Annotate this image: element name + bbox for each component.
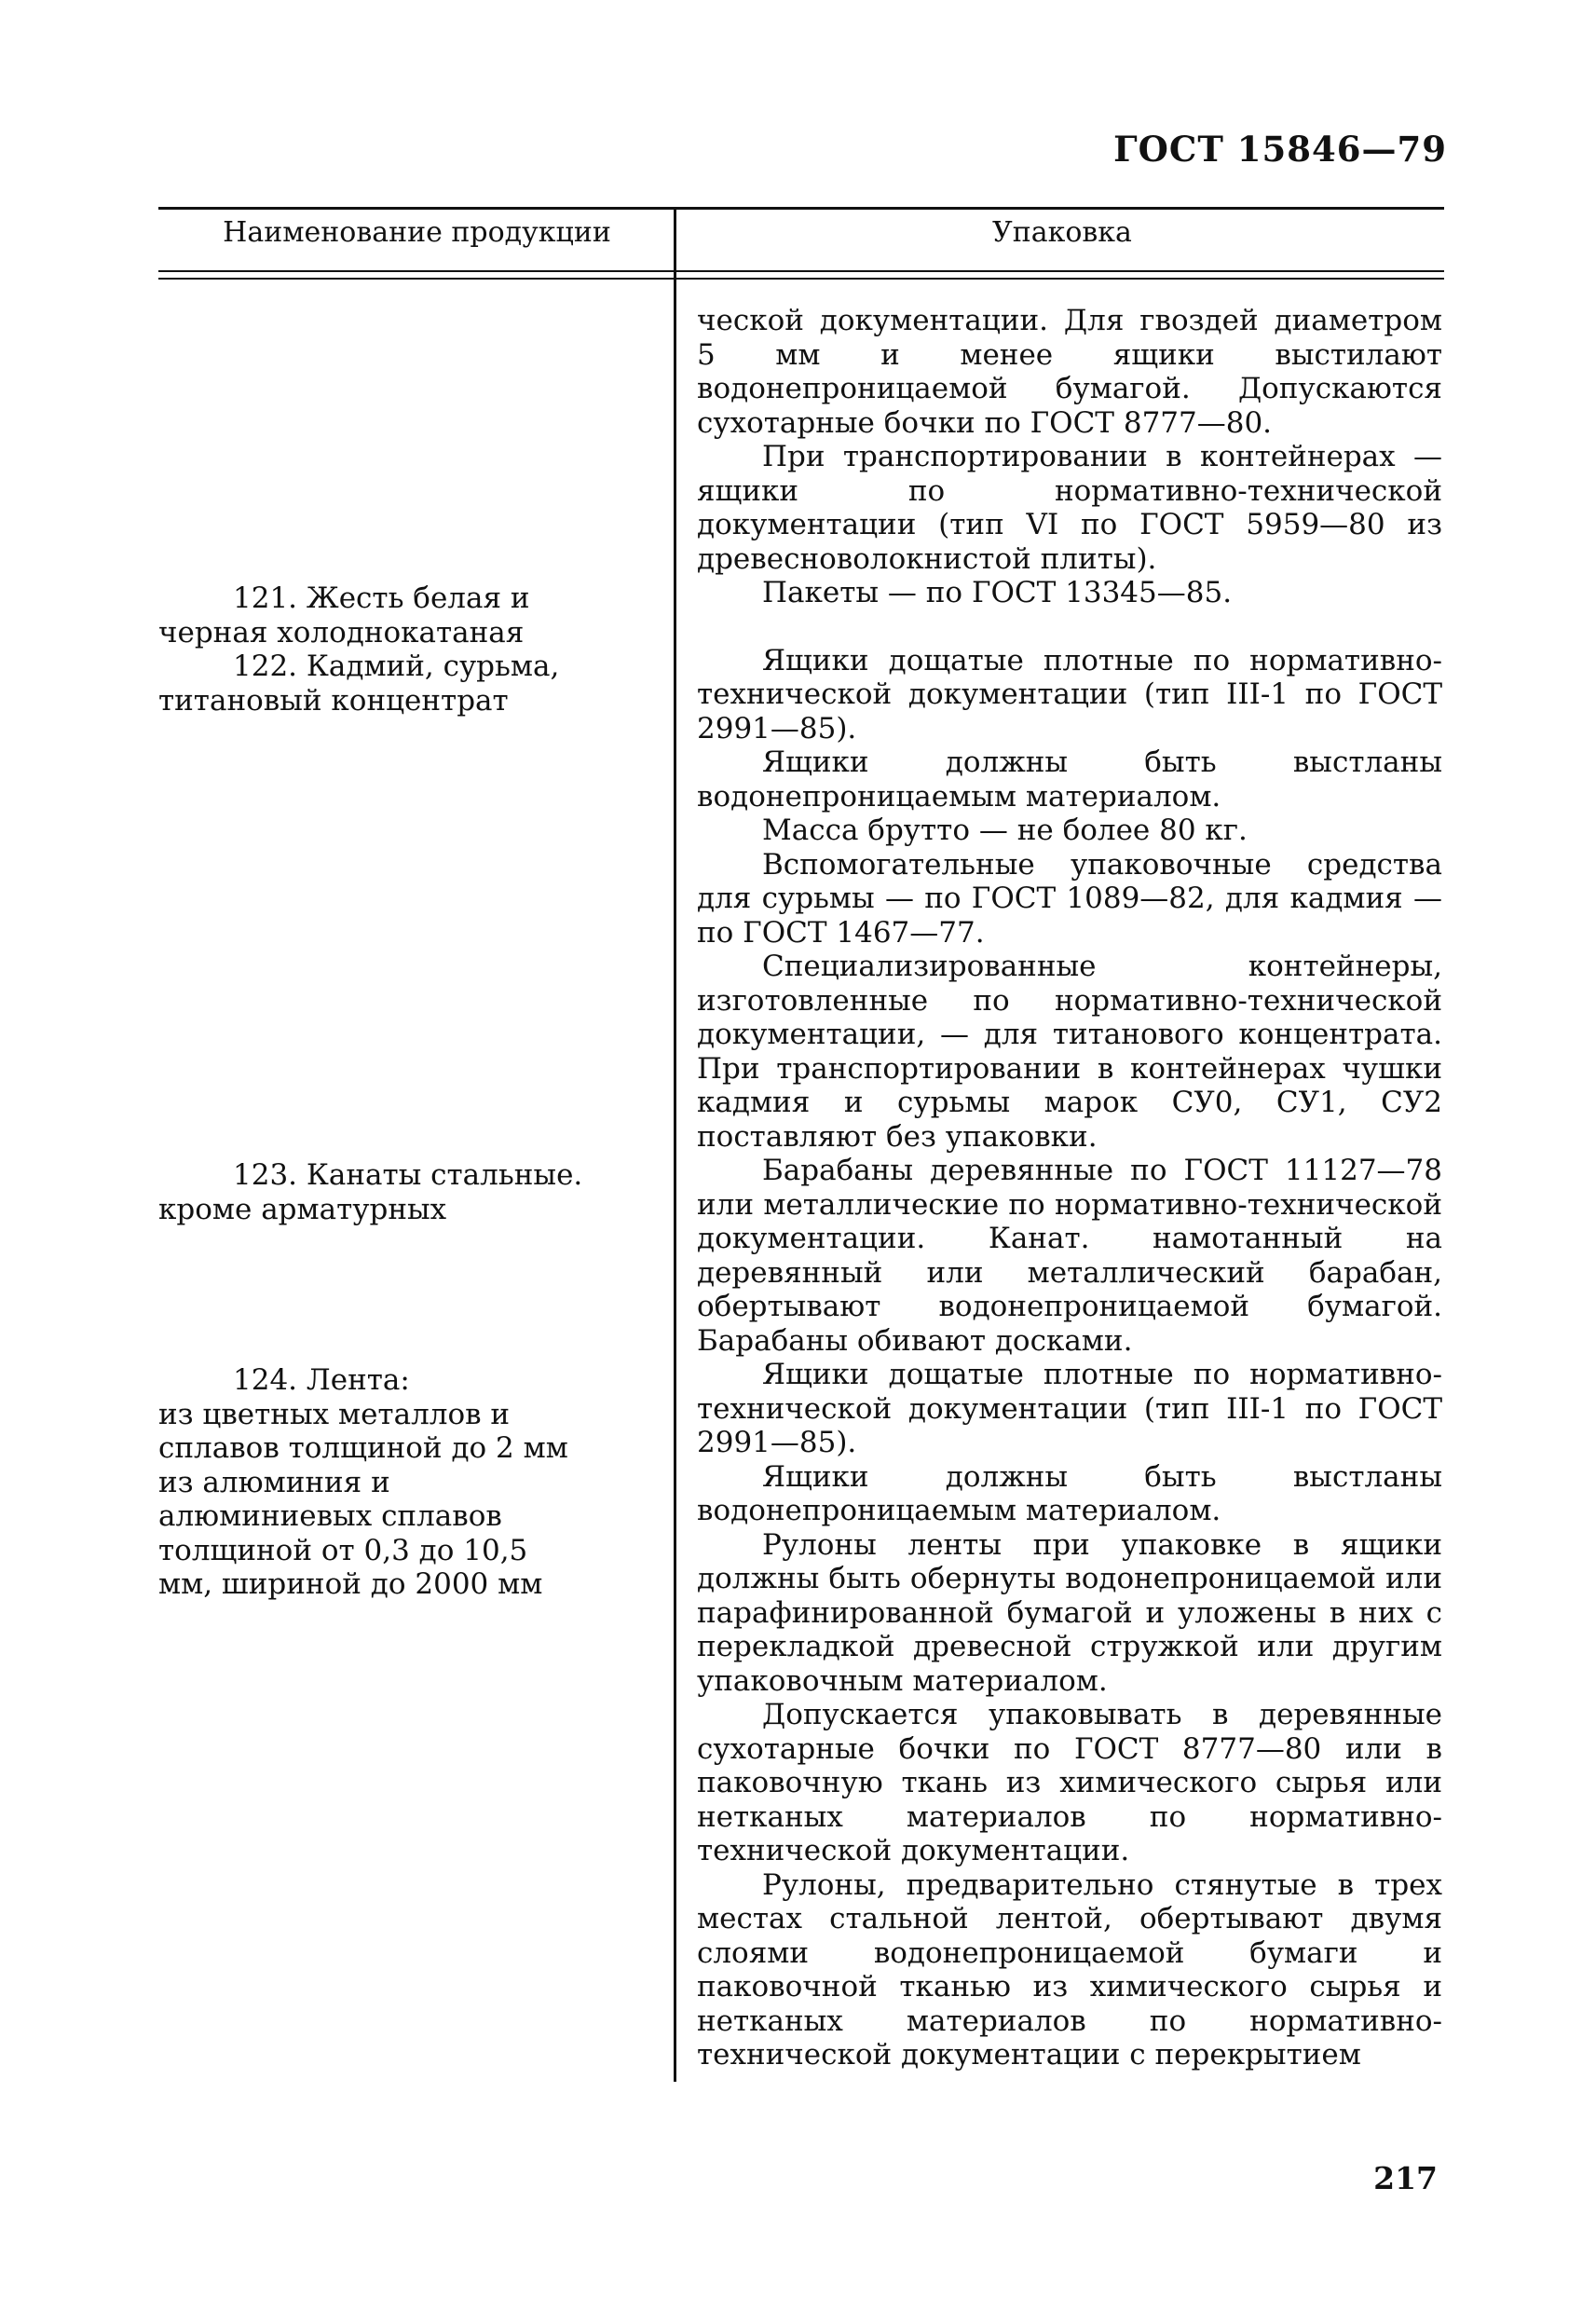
column-divider bbox=[674, 209, 676, 2082]
header-double-rule-upper bbox=[158, 270, 1444, 272]
packaging-paragraph: При транспортировании в контейнерах — ящики по нормативно-технической документации (тип VI по ГОСТ 5959—80 из древесноволокнистой плиты). bbox=[697, 440, 1442, 576]
table-top-rule bbox=[158, 207, 1444, 210]
product-entry-123 bbox=[158, 1158, 666, 1226]
product-entry-124 bbox=[158, 1363, 568, 1602]
product-entry-title: 121. Жесть белая и bbox=[233, 581, 530, 615]
packaging-paragraph: Барабаны деревянные по ГОСТ 11127—78 или металлические по нормативно-технической документации. Канат. намотанный на деревянный или металлический барабан, обертывают водонепроницаемой бумагой. Барабаны обивают досками. bbox=[697, 1154, 1442, 1358]
column-header-packaging: Упаковка bbox=[992, 216, 1132, 249]
packaging-paragraph: Допускается упаковывать в деревянные сухотарные бочки по ГОСТ 8777—80 или в паковочную ткань из химического сырья или нетканых материалов по нормативно-технической документации. bbox=[697, 1698, 1442, 1867]
packaging-paragraph: Вспомогательные упаковочные средства для сурьмы — по ГОСТ 1089—82, для кадмия — по ГОСТ 1467—77. bbox=[697, 847, 1442, 950]
header-double-rule-lower bbox=[158, 278, 1444, 280]
product-entry-121 bbox=[158, 581, 666, 650]
product-entry-title: 123. Канаты стальные. bbox=[233, 1158, 583, 1192]
product-entry-continuation: титановый концентрат bbox=[158, 683, 509, 718]
packaging-paragraph: Рулоны, предварительно стянутые в трех местах стальной лентой, обертывают двумя слоями водонепроницаемой бумаги и паковочной тканью из химического сырья и нетканых материалов по нормативно-технической документации с перекрытием bbox=[697, 1867, 1442, 2072]
packaging-paragraph: Масса брутто — не более 80 кг. bbox=[762, 814, 1248, 847]
packaging-paragraph: Специализированные контейнеры, изготовленные по нормативно-технической документации, — для титанового концентрата. При транспортировании в контейнерах чушки кадмия и сурьмы марок СУ0, СУ1, СУ2 поставляют без упаковки. bbox=[697, 950, 1442, 1154]
product-entry-continuation: из цветных металлов и сплавов толщиной до 2 мм из алюминия и алюминиевых сплавов толщиной от 0,3 до 10,5 мм, шириной до 2000 мм bbox=[158, 1397, 568, 1601]
packaging-paragraph: Рулоны ленты при упаковке в ящики должны быть обернуты водонепроницаемой или парафинированной бумагой и уложены в них с перекладкой древесной стружкой или другим упаковочным материалом. bbox=[697, 1527, 1442, 1698]
product-entry-continuation: черная холоднокатаная bbox=[158, 615, 525, 650]
product-entry-122 bbox=[158, 650, 666, 718]
standard-code: ГОСТ 15846—79 bbox=[1113, 129, 1447, 170]
packaging-paragraph: Ящики дощатые плотные по нормативно-технической документации (тип III-1 по ГОСТ 2991—85). bbox=[697, 1358, 1442, 1459]
page-number: 217 bbox=[1373, 2160, 1438, 2196]
product-entry-title: 122. Кадмий, сурьма, bbox=[233, 650, 560, 683]
packaging-column bbox=[697, 304, 1442, 2072]
packaging-paragraph: Ящики должны быть выстланы водонепроницаемым материалом. bbox=[697, 1459, 1442, 1527]
product-entry-title: 124. Лента: bbox=[233, 1363, 410, 1397]
packaging-paragraph: Ящики должны быть выстланы водонепроницаемым материалом. bbox=[697, 745, 1442, 814]
packaging-paragraph: ческой документации. Для гвоздей диаметром 5 мм и менее ящики выстилают водонепроницаемой бумагой. Допускаются сухотарные бочки по ГОСТ 8777—80. bbox=[697, 304, 1442, 440]
packaging-paragraph: Ящики дощатые плотные по нормативно-технической документации (тип III-1 по ГОСТ 2991—85). bbox=[697, 643, 1442, 745]
product-entry-continuation: кроме арматурных bbox=[158, 1192, 447, 1226]
packaging-paragraph: Пакеты — по ГОСТ 13345—85. bbox=[762, 576, 1233, 609]
column-header-product-name: Наименование продукции bbox=[223, 216, 611, 249]
paragraph-gap bbox=[697, 610, 1442, 644]
